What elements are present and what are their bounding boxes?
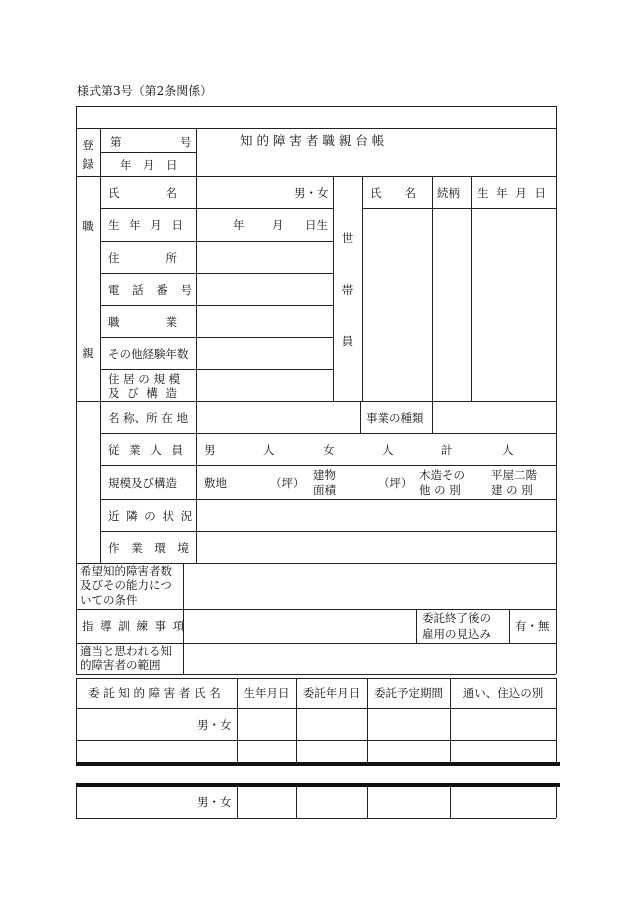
row-line <box>100 208 333 209</box>
row-line <box>76 740 556 741</box>
ent2-col2 <box>296 787 297 818</box>
row-line <box>100 499 556 500</box>
address-label: 住 所 <box>108 251 177 265</box>
household-label-1: 世 <box>341 231 354 245</box>
ent-col-planned-period: 委託予定期間 <box>374 686 443 700</box>
cond-col-yesno <box>509 609 510 643</box>
birth-day: 日生 <box>305 218 328 232</box>
yes-no: 有・無 <box>515 619 550 633</box>
employees-label: 従 業 人 員 <box>108 443 183 457</box>
employment-after-2: 雇用の見込み <box>422 627 491 641</box>
work-env-label: 作 業 環 境 <box>108 541 189 555</box>
biz-location-label: 名 称、所 在 地 <box>108 411 188 425</box>
ent-top2 <box>76 678 556 679</box>
sex-value: 男・女 <box>294 186 329 200</box>
reg-side-2: 録 <box>82 157 94 171</box>
ent-row3-sex: 男・女 <box>197 795 232 809</box>
shoku-col1 <box>100 176 101 564</box>
row-line <box>100 241 333 242</box>
ent2-left <box>76 787 77 818</box>
shoku-side-1: 職 <box>82 219 94 233</box>
employment-after-1: 委託終了後の <box>422 611 491 625</box>
household-header-bottom <box>362 208 556 209</box>
row-line <box>100 337 333 338</box>
employees-total-unit: 人 <box>502 443 514 457</box>
ent2-col3 <box>367 787 368 818</box>
wooden-2: 他 の 別 <box>419 483 461 497</box>
ent-left <box>76 678 77 764</box>
scale-label: 規模及び構造 <box>108 476 177 490</box>
training-label: 指 導 訓 練 事 項 <box>82 619 185 633</box>
site-label: 敷地 <box>204 476 227 490</box>
occupation-label: 職 業 <box>108 315 177 329</box>
shoku-bottom <box>76 401 556 402</box>
reg-top <box>76 128 556 129</box>
building-area-1: 建物 <box>313 468 336 482</box>
ent-right <box>556 678 557 764</box>
biz-col-type <box>360 401 361 433</box>
form-number: 様式第3号（第2条関係） <box>77 84 213 98</box>
cond-col-employ <box>416 609 417 643</box>
desired-label: 希望知的障害者数及びその能力についての条件 <box>80 564 172 607</box>
employees-female: 女 <box>323 443 335 457</box>
ent2-right <box>556 787 557 818</box>
ent-header-bottom <box>76 708 556 709</box>
ent2-bottom <box>76 818 556 819</box>
ent2-col4 <box>450 787 451 818</box>
household-label-2: 帯 <box>341 283 354 297</box>
row-line <box>76 609 556 610</box>
wooden-1: 木造その <box>419 468 465 482</box>
household-label-3: 員 <box>341 334 354 348</box>
ent-row1-sex: 男・女 <box>197 718 232 732</box>
experience-label: その他経験年数 <box>108 347 189 361</box>
ent-col-name: 委 託 知 的 障 害 者 氏 名 <box>88 686 221 700</box>
employees-total: 計 <box>441 443 453 457</box>
table-right-border <box>556 106 557 674</box>
employees-male: 男 <box>204 443 216 457</box>
household-col2 <box>432 176 433 401</box>
household-col1 <box>362 176 363 401</box>
row-line <box>100 369 333 370</box>
ent-col-birth: 生年月日 <box>243 686 290 700</box>
household-col3 <box>471 176 472 401</box>
reg-side-1: 登 <box>82 138 94 152</box>
row-line <box>100 465 556 466</box>
building-area-2: 面積 <box>313 483 336 497</box>
birth-month: 月 <box>272 218 284 232</box>
reg-number-prefix: 第 <box>110 135 122 149</box>
shoku-col2 <box>196 176 197 564</box>
household-col-birth: 生 年 月 日 <box>477 186 546 200</box>
building-tsubo: （坪） <box>378 476 413 490</box>
table-left-border <box>76 106 77 674</box>
ent2-col1 <box>237 787 238 818</box>
housing-label-1: 住 居 の 規 模 <box>108 372 181 386</box>
household-col-relation: 続柄 <box>437 186 460 200</box>
row-line <box>100 273 333 274</box>
phone-label: 電 話 番 号 <box>108 283 192 297</box>
suitable-label: 適当と思われる知的障害者の範囲 <box>80 644 172 673</box>
cond-bottom <box>76 674 556 675</box>
biz-col-type2 <box>432 401 433 433</box>
row-line <box>100 531 556 532</box>
employees-female-unit: 人 <box>382 443 394 457</box>
floors-1: 平屋二階 <box>491 468 537 482</box>
housing-label-2: 及 び 構 造 <box>108 386 177 400</box>
neighborhood-label: 近 隣 の 状 況 <box>108 509 193 523</box>
row-line <box>100 433 556 434</box>
reg-col2 <box>196 128 197 176</box>
reg-number-suffix: 号 <box>180 135 192 149</box>
thick-divider-1 <box>76 762 560 766</box>
row-line <box>100 305 333 306</box>
ent-col-entrust-date: 委託年月日 <box>302 686 361 700</box>
biz-type-label: 事業の種類 <box>366 411 424 425</box>
site-tsubo: （坪） <box>270 476 305 490</box>
floors-2: 建 の 別 <box>491 483 533 497</box>
table-top-border <box>76 106 556 107</box>
form-title: 知 的 障 害 者 職 親 台 帳 <box>240 133 385 148</box>
reg-mid <box>100 152 196 153</box>
employees-male-unit: 人 <box>263 443 275 457</box>
thick-divider-2 <box>76 783 560 787</box>
birth-year: 年 <box>233 218 245 232</box>
shoku-side-2: 親 <box>82 346 94 360</box>
birth-label: 生 年 月 日 <box>108 218 183 232</box>
household-col-name: 氏 名 <box>370 186 416 200</box>
name-label: 氏 名 <box>108 186 177 200</box>
reg-date: 年 月 日 <box>120 158 178 172</box>
ent-col-commute: 通い、住込の別 <box>462 686 544 700</box>
reg-bottom <box>76 176 556 177</box>
